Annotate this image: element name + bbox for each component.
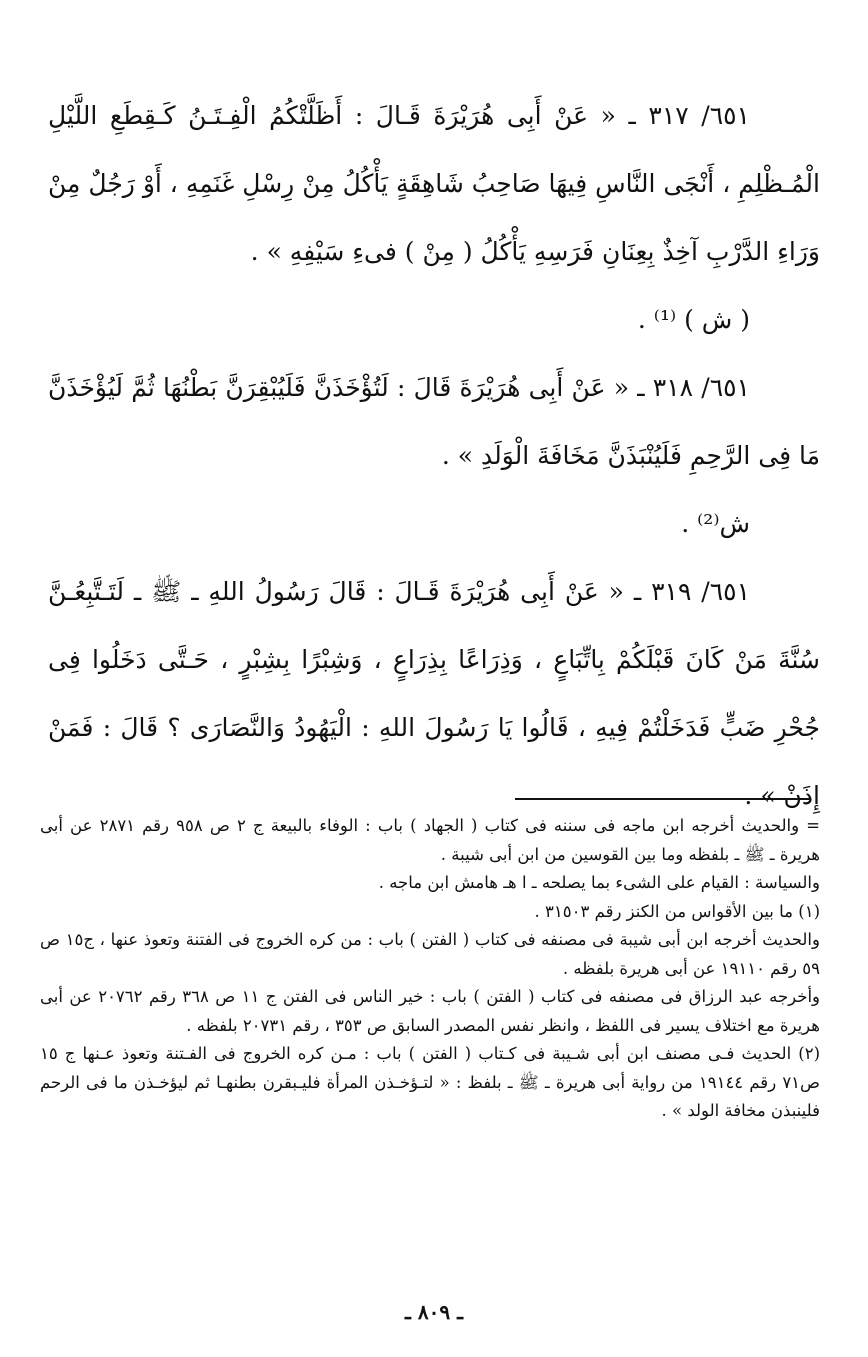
footnote-continuation: = والحديث أخرجه ابن ماجه فى سننه فى كتاب ( الجهاد ) باب : الوفاء بالبيعة ج ٢ ص ٩٥٨ رقم ٢٨٧١ عن أبى هريرة ـ ﷺ ـ بلفظه وما بين القوسين من ابن أبى شيبة . xyxy=(40,816,821,864)
hadith-317-reference: ( ش ) ⁽¹⁾ . xyxy=(637,305,750,334)
hadith-319: ٦٥١/ ٣١٩ ـ « عَنْ أَبِى هُرَيْرَةَ قَـالَ : قَالَ رَسُولُ اللهِ ـ ﷺ ـ لَتَـتَّبِعُـنَّ سُنَّةَ مَنْ كَانَ قَبْلَكُمْ بِاتِّبَاعٍ ، وَذِرَاعًا بِذِرَاعٍ ، وَشِبْرًا بِشِبْرٍ ، حَـتَّى دَخَلُوا فِى جُحْرِ ضَبٍّ فَدَخَلْتُمْ فِيهِ ، قَالُوا يَا رَسُولَ اللهِ : الْيَهُودُ وَالنَّصَارَى ؟ قَالَ : فَمَنْ إِذَنْ » . xyxy=(48,577,820,810)
main-text xyxy=(48,82,820,830)
hadith-318: ٦٥١/ ٣١٨ ـ « عَنْ أَبِى هُرَيْرَةَ قَالَ : لَتُؤْخَذَنَّ فَلَيُبْقِرَنَّ بَطْنُهَا ثُمَّ لَيُؤْخَذَنَّ مَا فِى الرَّحِمِ فَلَيُنْبَذَنَّ مَخَافَةَ الْوَلَدِ » . xyxy=(48,373,820,470)
footnote-2: (٢) الحديث فـى مصنف ابن أبى شـيبة فى كـتاب ( الفتن ) باب : مـن كره الخروج فى الفـتنة وتعوذ عـنها ج ١٥ ص٧١ رقم ١٩١٤٤ من رواية أبى هريرة ـ ﷺ ـ بلفظ : « لتـؤخـذن المرأة فليـبقرن بطنهـا ثم ليؤخـذن ما فى الرحم فلينبذن مخافة الولد » . xyxy=(40,1044,820,1120)
hadith-318-reference: ش⁽²⁾ . xyxy=(681,509,750,538)
page-number: ـ ٨٠٩ ـ xyxy=(405,1300,463,1324)
hadith-317: ٦٥١/ ٣١٧ ـ « عَنْ أَبِى هُرَيْرَةَ قَـالَ : أَظَلَّتْكُمُ الْفِـتَـنُ كَـقِطَعِ اللَّيْلِ الْمُـظْلِمِ ، أَنْجَى النَّاسِ فِيهَا صَاحِبُ شَاهِقَةٍ يَأْكُلُ مِنْ رِسْلِ غَنَمِهِ ، أَوْ رَجُلٌ مِنْ وَرَاءِ الدَّرْبِ آخِذٌ بِعِنَانِ فَرَسِهِ يَأْكُلُ ( مِنْ ) فىءِ سَيْفِهِ » . xyxy=(48,101,820,266)
footnote-1: (١) ما بين الأقواس من الكنز رقم ٣١٥٠٣ . xyxy=(534,901,820,921)
footnote-divider xyxy=(515,798,810,800)
footnotes xyxy=(40,812,820,1126)
footnote-1-detail: والحديث أخرجه ابن أبى شيبة فى مصنفه فى كتاب ( الفتن ) باب : من كره الخروج فى الفتنة وتعوذ عنها ، ج١٥ ص ٥٩ رقم ١٩١١٠ عن أبى هريرة بلفظه . xyxy=(40,930,820,978)
footnote-1-detail-2: وأخرجه عبد الرزاق فى مصنفه فى كتاب ( الفتن ) باب : خير الناس فى الفتن ج ١١ ص ٣٦٨ رقم ٢٠٧٦٢ عن أبى هريرة مع اختلاف يسير فى اللفظ ، وانظر نفس المصدر السابق ص ٣٥٣ ، رقم ٢٠٧٣١ بلفظه . xyxy=(40,987,821,1035)
footnote-continuation-2: والسياسة : القيام على الشىء بما يصلحه ـ ا هـ هامش ابن ماجه . xyxy=(378,873,820,892)
